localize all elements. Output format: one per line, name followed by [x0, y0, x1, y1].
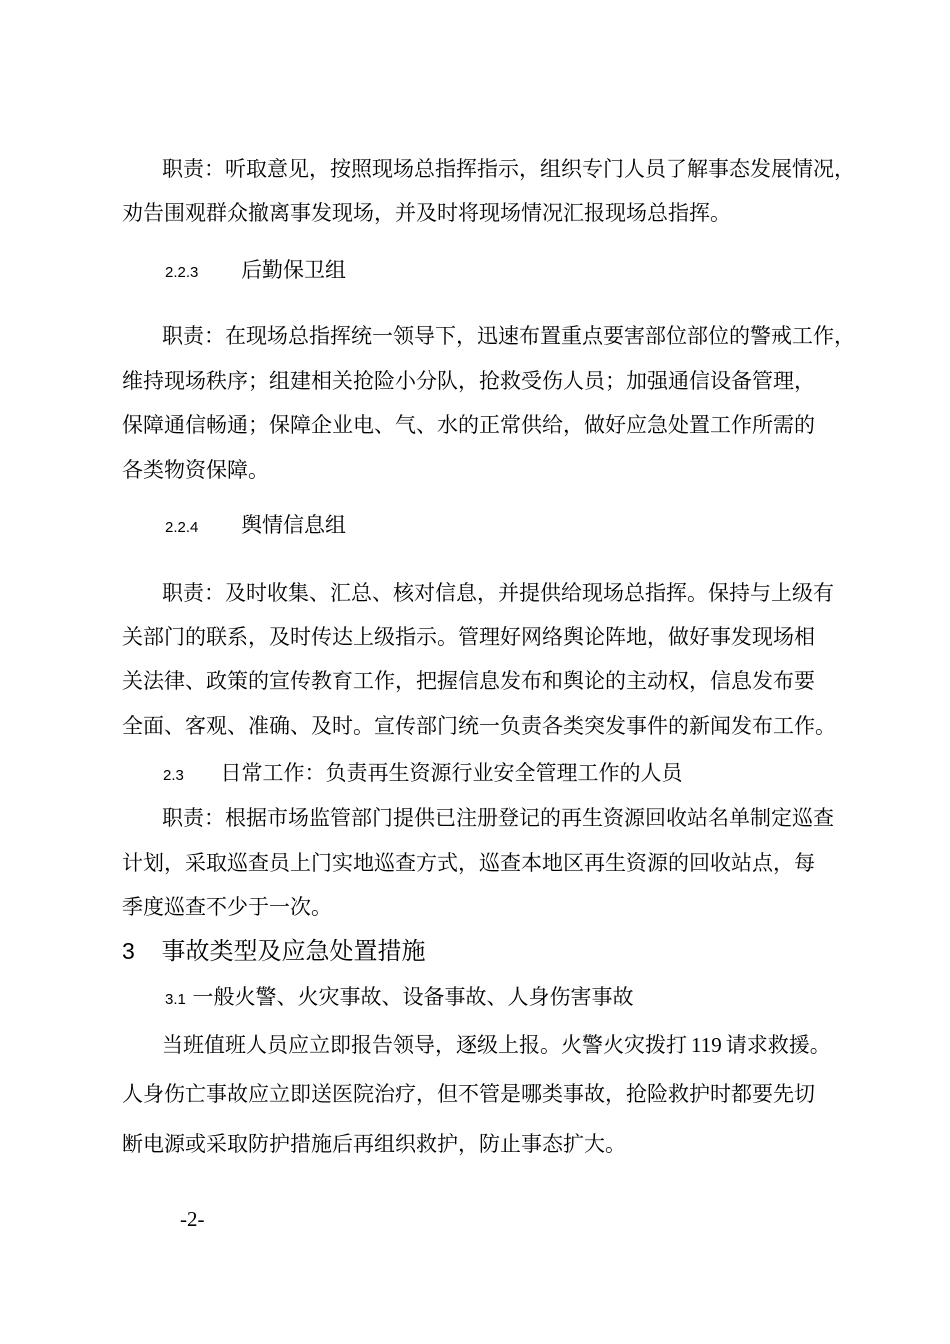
section-heading-2-3	[163, 759, 683, 790]
section-number: 2.2.4	[165, 519, 199, 536]
paragraph-line: 关法律、政策的宣传教育工作，把握信息发布和舆论的主动权，信息发布要	[122, 669, 815, 693]
paragraph-line: 保障通信畅通；保障企业电、气、水的正常供给，做好应急处置工作所需的	[122, 413, 815, 437]
section-title: 一般火警、火灾事故、设备事故、人身伤害事故	[192, 985, 634, 1009]
paragraph-line: 人身伤亡事故应立即送医院治疗，但不管是哪类事故，抢险救护时都要先切	[122, 1082, 815, 1106]
paragraph-line: 季度巡查不少于一次。	[122, 895, 332, 919]
text-run: 请求救援。	[725, 1033, 831, 1057]
section-heading-3-1	[165, 983, 634, 1014]
chapter-number: 3	[122, 938, 135, 964]
section-heading-2-2-4	[165, 511, 346, 542]
section-number: 2.3	[163, 767, 184, 784]
paragraph-line: 维持现场秩序；组建相关抢险小分队，抢救受伤人员；加强通信设备管理，	[122, 369, 815, 393]
paragraph-line: 职责：及时收集、汇总、核对信息，并提供给现场总指挥。保持与上级有	[162, 581, 834, 605]
phone-number: 119	[691, 1033, 722, 1057]
paragraph-line: 职责：在现场总指挥统一领导下，迅速布置重点要害部位部位的警戒工作，	[162, 324, 855, 348]
paragraph-line: 职责：根据市场监管部门提供已注册登记的再生资源回收站名单制定巡查	[162, 806, 834, 830]
chapter-heading-3	[122, 935, 425, 968]
section-title: 后勤保卫组	[241, 258, 347, 282]
page-number: -2-	[180, 1207, 205, 1231]
section-title: 舆情信息组	[241, 513, 347, 537]
chapter-title: 事故类型及应急处置措施	[161, 937, 426, 965]
paragraph-line: 职责：听取意见，按照现场总指挥指示，组织专门人员了解事态发展情况，	[162, 157, 855, 181]
section-number: 2.2.3	[165, 264, 199, 281]
paragraph-line: 全面、客观、准确、及时。宣传部门统一负责各类突发事件的新闻发布工作。	[122, 714, 836, 738]
paragraph-line	[162, 1031, 831, 1059]
section-heading-2-2-3	[165, 256, 346, 287]
paragraph-line: 断电源或采取防护措施后再组织救护，防止事态扩大。	[122, 1132, 626, 1156]
paragraph-line: 各类物资保障。	[122, 458, 269, 482]
paragraph-line: 劝告围观群众撤离事发现场，并及时将现场情况汇报现场总指挥。	[122, 201, 731, 225]
text-run: 当班值班人员应立即报告领导，逐级上报。火警火灾拨打	[162, 1033, 687, 1057]
section-number: 3.1	[165, 991, 186, 1008]
section-title: 日常工作：负责再生资源行业安全管理工作的人员	[220, 761, 683, 785]
paragraph-line: 关部门的联系，及时传达上级指示。管理好网络舆论阵地，做好事发现场相	[122, 625, 815, 649]
paragraph-line: 计划，采取巡查员上门实地巡查方式，巡查本地区再生资源的回收站点，每	[122, 851, 815, 875]
